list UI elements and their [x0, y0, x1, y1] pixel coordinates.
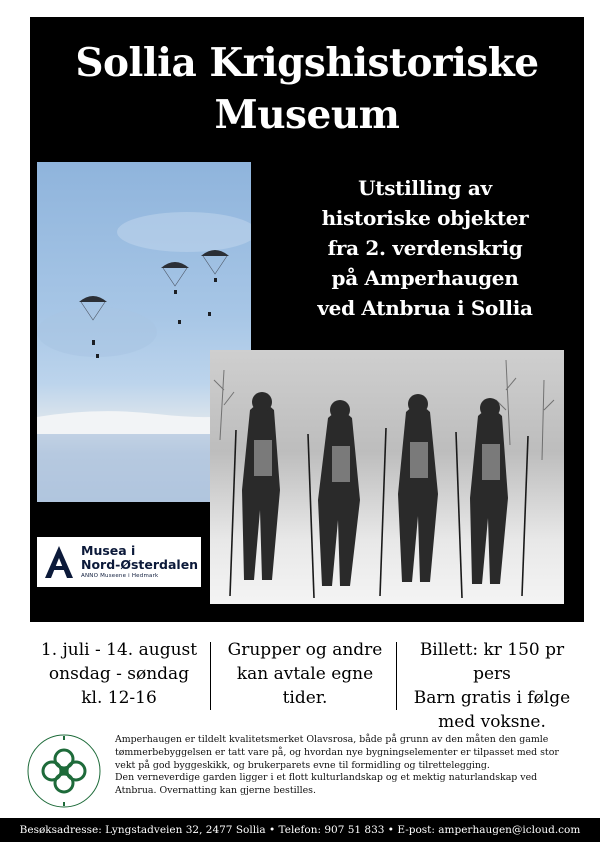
info-line: kl. 12-16: [81, 688, 157, 708]
logo-name-line-2: Nord-Østerdalen: [81, 557, 199, 572]
heritage-line: vekt på god byggeskikk, og brukerparets evne til formidling og tilrettelegging.: [115, 759, 490, 771]
exhibit-line: ved Atnbrua i Sollia: [317, 296, 533, 320]
exhibit-line: på Amperhaugen: [331, 266, 519, 290]
exhibit-description: [280, 173, 570, 323]
info-line: Billett: kr 150 pr pers: [419, 640, 565, 684]
exhibit-line: fra 2. verdenskrig: [327, 236, 523, 260]
musea-logo: [37, 537, 201, 587]
soldiers-photo: [210, 350, 564, 604]
heritage-line: Amperhaugen er tildelt kvalitetsmerket Olavsrosa, både på grunn av den måten den gamle: [115, 734, 549, 745]
heritage-line: Atnbrua. Overnatting kan gjerne bestilles.: [115, 785, 316, 797]
heritage-line: Den verneverdige garden ligger i et flott kulturlandskap og et mektig naturlandskap ved: [115, 772, 538, 784]
info-line: 1. juli - 14. august: [40, 640, 198, 660]
exhibit-line: Utstilling av: [358, 176, 492, 200]
contact-footer: Besøksadresse: Lyngstadveien 32, 2477 Sollia • Telefon: 907 51 833 • E-post: amperhaugen@icloud.com: [0, 818, 600, 842]
logo-tagline: ANNO Museene i Hedmark: [81, 573, 159, 579]
norsk-kulturarv-logo-icon: [26, 733, 102, 809]
ticket-info: [400, 638, 584, 734]
opening-hours: [30, 638, 208, 710]
info-line: kan avtale egne: [236, 664, 374, 684]
title-line-2: Museum: [214, 92, 400, 138]
poster-header-panel: [30, 17, 584, 622]
heritage-line: tømmerbebyggelsen er tatt vare på, og hvordan nye bygningselementer er tilpasset med stor: [115, 746, 559, 758]
info-row: [30, 630, 584, 732]
info-line: tider.: [282, 688, 328, 708]
info-line: onsdag - søndag: [48, 664, 190, 684]
divider: [396, 642, 397, 710]
logo-name-line-1: Musea i: [81, 543, 136, 558]
divider: [210, 642, 211, 710]
musea-logo-mark-icon: [43, 544, 75, 580]
exhibit-line: historiske objekter: [321, 206, 529, 230]
heritage-description: [115, 734, 575, 798]
info-line: Barn gratis i følge: [413, 688, 571, 708]
info-line: med voksne.: [438, 712, 546, 732]
info-line: Grupper og andre: [227, 640, 383, 660]
title-line-1: Sollia Krigshistoriske: [75, 40, 539, 86]
group-info: [214, 638, 396, 710]
museum-title: [30, 37, 584, 141]
